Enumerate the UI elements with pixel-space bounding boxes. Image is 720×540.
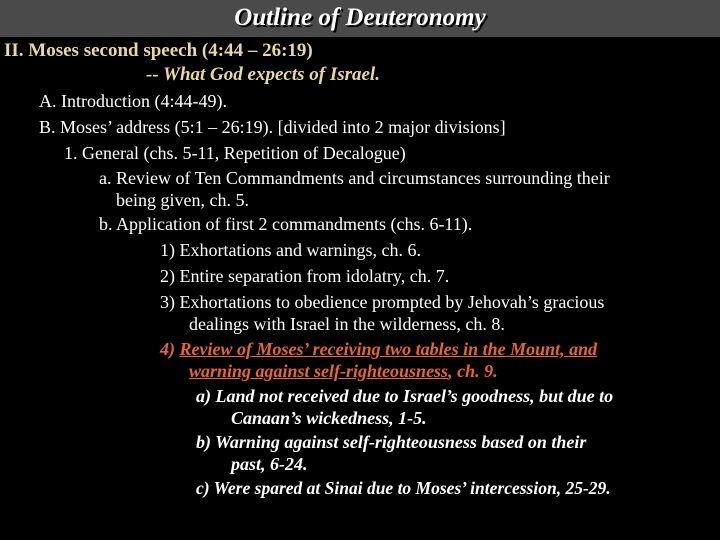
outline-item-i4-line1	[160, 339, 597, 360]
slide-title: Outline of Deuteronomy	[234, 4, 486, 31]
outline-item-sb-line2: past, 6-24.	[231, 454, 308, 474]
outline-item-i2: 2) Entire separation from idolatry, ch. 7.	[160, 266, 450, 286]
outline-item-i4-title: Review of Moses’ receiving two tables in the Mount, and	[179, 339, 598, 359]
outline-item-sc: c) Were spared at Sinai due to Moses’ intercession, 25-29.	[196, 478, 611, 498]
outline-item-sa-line2: Canaan’s wickedness, 1-5.	[231, 408, 427, 428]
section-heading: II. Moses second speech (4:44 – 26:19)	[4, 40, 313, 61]
outline-item-i4-title-cont: warning against self-righteousness	[189, 361, 449, 381]
outline-item-i3-line1: 3) Exhortations to obedience prompted by Jehovah’s gracious	[160, 292, 605, 312]
outline-item-a: A. Introduction (4:44-49).	[39, 91, 227, 111]
outline-item-a-line1: a. Review of Ten Commandments and circumstances surrounding their	[99, 168, 610, 188]
outline-item-sb-line1: b) Warning against self-righteousness based on their	[196, 432, 587, 452]
section-subheading: -- What God expects of Israel.	[146, 64, 380, 85]
outline-item-a-line2: being given, ch. 5.	[116, 190, 249, 210]
outline-item-i1: 1) Exhortations and warnings, ch. 6.	[160, 240, 421, 260]
outline-item-i4-ref: , ch. 9.	[448, 361, 498, 381]
outline-item-sa-line1: a) Land not received due to Israel’s goodness, but due to	[196, 386, 614, 406]
outline-item-i3-line2: dealings with Israel in the wilderness, ch. 8.	[189, 314, 505, 334]
outline-item-1: 1. General (chs. 5-11, Repetition of Decalogue)	[64, 143, 406, 163]
outline-item-i4-number: 4)	[160, 339, 175, 359]
outline-item-i4-line2	[189, 361, 498, 382]
outline-item-b: B. Moses’ address (5:1 – 26:19). [divided into 2 major divisions]	[39, 117, 506, 137]
outline-item-b-sub: b. Application of first 2 commandments (chs. 6-11).	[99, 214, 473, 234]
